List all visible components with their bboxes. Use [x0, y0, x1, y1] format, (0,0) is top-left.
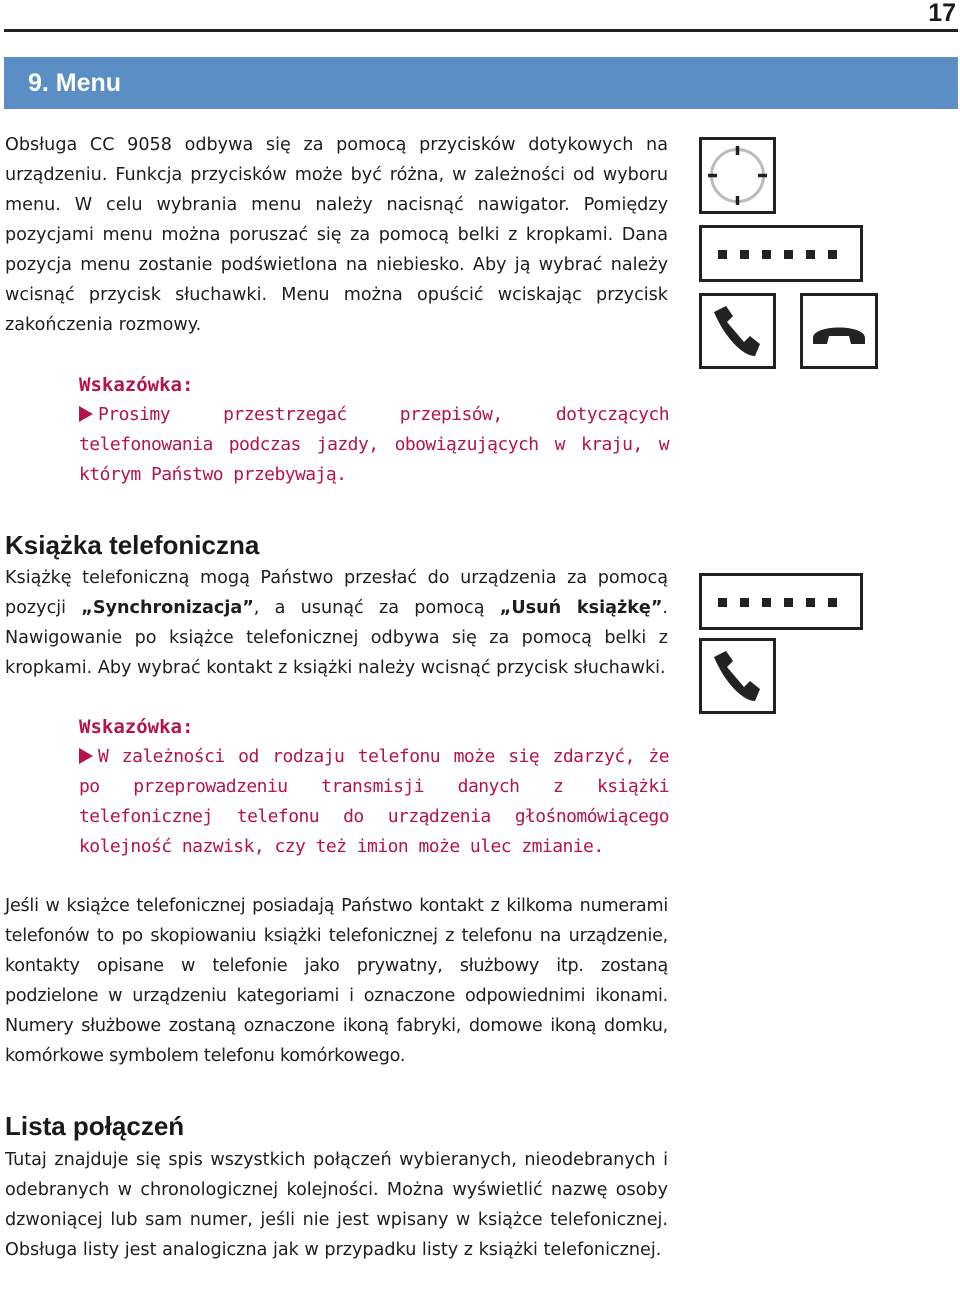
hint-text	[79, 400, 669, 490]
phonebook-text-part1: Książkę telefoniczną mogą Państwo przesłać do urządzenia za pomocą pozycji	[5, 568, 668, 618]
phone-answer-icon	[702, 296, 773, 366]
call-list-heading: Lista połączeń	[5, 1111, 185, 1141]
hint-block-2	[79, 712, 669, 862]
section-header-bar	[4, 57, 958, 109]
contacts-note-paragraph: Jeśli w książce telefonicznej posiadają Państwo kontakt z kilkoma numerami telefonów to po skopiowaniu książki telefonicznej z telefonu na urządzenie, kontakty opisane w telefonie jako prywatny, służbowy itp. zostaną podzielone w urządzeniu kategoriami i oznaczone odpowiednimi ikonami. Numery służbowe zostaną oznaczone ikoną fabryki, domowe ikoną domku, komórkowe symbolem telefonu komórkowego.	[5, 896, 668, 1066]
navigator-button	[699, 137, 776, 214]
phonebook-text-part3: . Nawigowanie po książce telefonicznej odbywa się za pomocą belki z kropkami. Aby wybrać kontakt z książki należy wcisnąć przycisk słuchawki.	[5, 598, 669, 678]
answer-call-button-2	[699, 638, 776, 714]
end-call-button	[800, 293, 878, 369]
intro-paragraph: Obsługa CC 9058 odbywa się za pomocą przycisków dotykowych na urządzeniu. Funkcja przycisków może być różna, w zależności od wyboru menu. W celu wybrania menu należy nacisnąć nawigator. Pomiędzy pozycjami menu można poruszać się za pomocą belki z kropkami. Dana pozycja menu zostanie podświetlona na niebiesko. Aby ją wybrać należy wcisnąć przycisk słuchawki. Menu można opuścić wciskając przycisk zakończenia rozmowy.	[5, 135, 668, 335]
hint-label: Wskazówka:	[79, 374, 194, 396]
call-list-paragraph: Tutaj znajduje się spis wszystkich połączeń wybieranych, nieodebranych i odebranych w chronologicznej kolejności. Można wyświetlić nazwę osoby dzwoniącej lub sam numer, jeśli nie jest wpisany w książce telefonicznej. Obsługa listy jest analogiczna jak w przypadku listy z książki telefonicznej.	[5, 1150, 668, 1260]
navigator-icon	[702, 140, 773, 211]
hint-text	[79, 742, 669, 862]
answer-call-button	[699, 293, 776, 369]
phone-answer-icon	[702, 641, 773, 711]
arrow-right-icon	[79, 748, 93, 764]
phone-hangup-icon	[803, 296, 875, 366]
dot-bar-button-2	[699, 573, 863, 630]
hint-text-content: Prosimy przestrzegać przepisów, dotyczących telefonowania podczas jazdy, obowiązujących w kraju, w którym Państwo przebywają.	[79, 404, 669, 485]
phonebook-heading: Książka telefoniczna	[5, 530, 260, 560]
dot-bar-icon	[702, 228, 860, 279]
hint-text-content: W zależności od rodzaju telefonu może się zdarzyć, że po przeprowadzeniu transmisji danych z książki telefonicznej telefonu do urządzenia głośnomówiącego kolejność nazwisk, czy też imion może ulec zmianie.	[79, 746, 669, 857]
page-number: 17	[928, 0, 956, 27]
dot-bar-icon	[702, 576, 860, 627]
arrow-right-icon	[79, 406, 93, 422]
delete-option-label: „Usuń książkę”	[499, 598, 663, 618]
section-title: 9. Menu	[28, 69, 122, 97]
dot-bar-button	[699, 225, 863, 282]
top-divider	[4, 29, 958, 32]
hint-label: Wskazówka:	[79, 716, 194, 738]
hint-block-1	[79, 370, 669, 490]
phonebook-text-part2: , a usunąć za pomocą	[253, 598, 500, 618]
phonebook-paragraph	[5, 563, 668, 683]
sync-option-label: „Synchronizacja”	[81, 598, 254, 618]
